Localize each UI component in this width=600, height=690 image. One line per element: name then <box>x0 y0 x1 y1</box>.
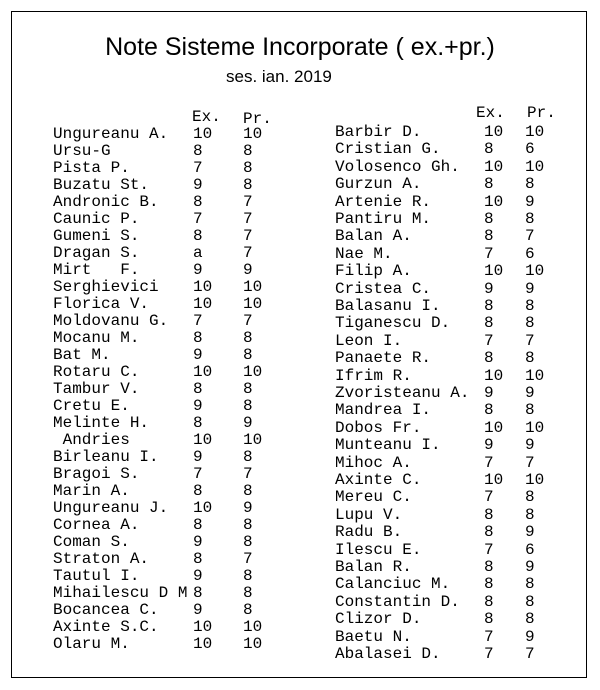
student-name: Melinte H. <box>53 414 150 432</box>
practice-grade: 10 <box>243 363 263 381</box>
exam-grade: 10 <box>484 157 504 176</box>
student-name: Andries <box>53 431 130 449</box>
student-name: Lupu V. <box>335 505 403 524</box>
exam-grade: 8 <box>193 227 203 245</box>
exam-grade: 10 <box>193 635 213 653</box>
exam-grade: 8 <box>484 592 494 611</box>
student-name: Cristian G. <box>335 140 441 159</box>
practice-grade: 9 <box>525 627 535 646</box>
practice-grade: 10 <box>525 418 545 437</box>
practice-grade: 8 <box>525 488 535 507</box>
student-name: Coman S. <box>53 533 130 551</box>
practice-grade: 8 <box>525 314 535 333</box>
practice-grade: 10 <box>525 471 545 489</box>
student-name: Bragoi S. <box>53 465 140 483</box>
exam-grade: 9 <box>193 533 203 551</box>
exam-grade: 10 <box>193 363 213 381</box>
student-name: Andronic B. <box>53 193 159 211</box>
exam-grade: 8 <box>484 314 494 333</box>
practice-grade: 6 <box>525 540 535 559</box>
student-name: Bat M. <box>53 346 111 364</box>
student-name: Calanciuc M. <box>335 575 451 594</box>
student-name: Dobos Fr. <box>335 418 422 437</box>
exam-grade: 9 <box>484 279 494 298</box>
exam-grade: 8 <box>484 523 494 542</box>
practice-grade: 8 <box>243 448 253 466</box>
exam-grade: 9 <box>484 436 494 455</box>
student-name: Mereu C. <box>335 488 412 507</box>
exam-grade: 7 <box>193 159 203 177</box>
exam-grade: 10 <box>193 618 213 636</box>
student-name: Buzatu St. <box>53 176 150 194</box>
student-name: Axinte S.C. <box>53 618 159 636</box>
exam-grade: 7 <box>484 645 494 663</box>
exam-grade: 9 <box>193 176 203 194</box>
practice-grade: 8 <box>243 176 253 194</box>
student-name: Serghievici <box>53 278 159 296</box>
practice-grade: 10 <box>525 262 545 281</box>
student-name: Rotaru C. <box>53 363 140 381</box>
exam-grade: 9 <box>193 397 203 415</box>
practice-grade: 8 <box>243 482 253 500</box>
practice-grade: 8 <box>243 142 253 160</box>
exam-grade: 8 <box>484 558 494 576</box>
student-name: Panaete R. <box>335 349 432 368</box>
student-name: Balan R. <box>335 558 412 576</box>
practice-grade: 9 <box>525 436 535 455</box>
exam-grade: 8 <box>193 142 203 160</box>
exam-grade: 7 <box>484 540 494 559</box>
right-header-ex: Ex. <box>476 104 505 122</box>
exam-grade: 8 <box>484 610 494 629</box>
practice-grade: 8 <box>243 346 253 364</box>
right-header-pr: Pr. <box>527 104 556 122</box>
practice-grade: 10 <box>525 157 545 176</box>
student-name: Axinte C. <box>335 471 422 489</box>
student-name: Gurzun A. <box>335 175 422 194</box>
practice-grade: 6 <box>525 140 535 159</box>
practice-grade: 8 <box>243 533 253 551</box>
exam-grade: 8 <box>193 193 203 211</box>
exam-grade: 8 <box>484 401 494 420</box>
practice-grade: 8 <box>525 349 535 368</box>
exam-grade: 7 <box>484 331 494 350</box>
left-header-pr: Pr. <box>243 110 272 128</box>
student-name: Tambur V. <box>53 380 140 398</box>
exam-grade: 10 <box>484 418 504 437</box>
student-name: Ifrim R. <box>335 366 412 385</box>
student-name: Bocancea C. <box>53 601 159 619</box>
exam-grade: 8 <box>484 505 494 524</box>
exam-grade: 8 <box>193 516 203 534</box>
student-name: Ursu-G <box>53 142 111 160</box>
practice-grade: 8 <box>525 210 535 228</box>
practice-grade: 7 <box>525 645 535 663</box>
student-name: Constantin D. <box>335 592 460 611</box>
student-name: Mandrea I. <box>335 401 432 420</box>
practice-grade: 8 <box>525 401 535 420</box>
exam-grade: 10 <box>484 123 504 141</box>
exam-grade: 8 <box>484 297 494 315</box>
exam-grade: 7 <box>484 244 494 263</box>
practice-grade: 10 <box>243 295 263 313</box>
practice-grade: 10 <box>243 125 263 143</box>
practice-grade: 7 <box>243 465 253 483</box>
practice-grade: 9 <box>525 384 535 402</box>
student-name: Ungureanu A. <box>53 125 169 143</box>
exam-grade: 8 <box>484 575 494 594</box>
student-name: Cristea C. <box>335 279 432 298</box>
student-name: Radu B. <box>335 523 403 542</box>
left-header-ex: Ex. <box>192 108 221 126</box>
exam-grade: 8 <box>484 349 494 368</box>
student-name: Abalasei D. <box>335 645 441 663</box>
student-name: Dragan S. <box>53 244 140 262</box>
exam-grade: 7 <box>193 465 203 483</box>
exam-grade: a <box>193 244 203 262</box>
student-name: Volosenco Gh. <box>335 157 460 176</box>
practice-grade: 10 <box>525 123 545 141</box>
student-name: Balasanu I. <box>335 297 441 315</box>
practice-grade: 8 <box>243 601 253 619</box>
exam-grade: 8 <box>484 210 494 228</box>
student-name: Cornea A. <box>53 516 140 534</box>
practice-grade: 7 <box>243 210 253 228</box>
practice-grade: 7 <box>243 193 253 211</box>
practice-grade: 7 <box>243 227 253 245</box>
student-name: Tiganescu D. <box>335 314 451 333</box>
practice-grade: 9 <box>525 558 535 576</box>
exam-grade: 7 <box>484 627 494 646</box>
practice-grade: 10 <box>243 431 263 449</box>
practice-grade: 8 <box>525 592 535 611</box>
practice-grade: 7 <box>243 244 253 262</box>
page-title: Note Sisteme Incorporate ( ex.+pr.) <box>105 33 495 61</box>
practice-grade: 9 <box>243 261 253 279</box>
practice-grade: 9 <box>525 279 535 298</box>
practice-grade: 8 <box>243 584 253 602</box>
student-name: Munteanu I. <box>335 436 441 455</box>
exam-grade: 8 <box>193 482 203 500</box>
exam-grade: 10 <box>484 366 504 385</box>
practice-grade: 8 <box>243 516 253 534</box>
practice-grade: 7 <box>525 331 535 350</box>
student-name: Baetu N. <box>335 627 412 646</box>
exam-grade: 10 <box>193 499 213 517</box>
student-name: Mocanu M. <box>53 329 140 347</box>
student-name: Marin A. <box>53 482 130 500</box>
student-name: Mihoc A. <box>335 453 412 472</box>
student-name: Olaru M. <box>53 635 130 653</box>
student-name: Mihailescu D M <box>53 584 188 602</box>
student-name: Birleanu I. <box>53 448 159 466</box>
exam-grade: 10 <box>193 125 213 143</box>
practice-grade: 8 <box>243 329 253 347</box>
practice-grade: 10 <box>243 635 263 653</box>
exam-grade: 8 <box>193 550 203 568</box>
exam-grade: 7 <box>484 453 494 472</box>
exam-grade: 7 <box>484 488 494 507</box>
student-name: Moldovanu G. <box>53 312 169 330</box>
student-name: Pista P. <box>53 159 130 177</box>
practice-grade: 10 <box>243 278 263 296</box>
exam-grade: 8 <box>193 380 203 398</box>
student-name: Barbir D. <box>335 123 422 141</box>
student-name: Ungureanu J. <box>53 499 169 517</box>
student-name: Florica V. <box>53 295 150 313</box>
student-name: Cretu E. <box>53 397 130 415</box>
exam-grade: 8 <box>193 584 203 602</box>
exam-grade: 8 <box>484 175 494 194</box>
exam-grade: 8 <box>193 414 203 432</box>
student-name: Clizor D. <box>335 610 422 629</box>
practice-grade: 8 <box>525 175 535 194</box>
student-name: Zvoristeanu A. <box>335 384 470 402</box>
student-name: Ilescu E. <box>335 540 422 559</box>
exam-grade: 8 <box>193 329 203 347</box>
practice-grade: 7 <box>525 453 535 472</box>
practice-grade: 8 <box>243 380 253 398</box>
page-subtitle: ses. ian. 2019 <box>226 67 332 86</box>
student-name: Leon I. <box>335 331 403 350</box>
exam-grade: 10 <box>484 262 504 281</box>
exam-grade: 9 <box>193 346 203 364</box>
exam-grade: 9 <box>193 601 203 619</box>
student-name: Pantiru M. <box>335 210 432 228</box>
exam-grade: 8 <box>484 140 494 159</box>
practice-grade: 8 <box>525 575 535 594</box>
exam-grade: 9 <box>193 261 203 279</box>
exam-grade: 7 <box>193 210 203 228</box>
student-name: Caunic P. <box>53 210 140 228</box>
practice-grade: 8 <box>525 505 535 524</box>
exam-grade: 7 <box>193 312 203 330</box>
practice-grade: 9 <box>243 414 253 432</box>
exam-grade: 9 <box>484 384 494 402</box>
exam-grade: 10 <box>484 471 504 489</box>
practice-grade: 6 <box>525 244 535 263</box>
exam-grade: 10 <box>193 431 213 449</box>
exam-grade: 10 <box>484 192 504 211</box>
student-name: Mirt F. <box>53 261 140 279</box>
practice-grade: 10 <box>525 366 545 385</box>
student-name: Nae M. <box>335 244 393 263</box>
exam-grade: 9 <box>193 567 203 585</box>
practice-grade: 7 <box>243 550 253 568</box>
practice-grade: 9 <box>243 499 253 517</box>
exam-grade: 10 <box>193 278 213 296</box>
practice-grade: 8 <box>525 610 535 629</box>
practice-grade: 9 <box>525 192 535 211</box>
exam-grade: 9 <box>193 448 203 466</box>
student-name: Straton A. <box>53 550 150 568</box>
exam-grade: 8 <box>484 227 494 246</box>
student-name: Artenie R. <box>335 192 432 211</box>
practice-grade: 8 <box>243 397 253 415</box>
practice-grade: 8 <box>525 297 535 315</box>
practice-grade: 9 <box>525 523 535 542</box>
practice-grade: 10 <box>243 618 263 636</box>
practice-grade: 8 <box>243 159 253 177</box>
student-name: Balan A. <box>335 227 412 246</box>
practice-grade: 8 <box>243 567 253 585</box>
student-name: Tautul I. <box>53 567 140 585</box>
practice-grade: 7 <box>525 227 535 246</box>
practice-grade: 7 <box>243 312 253 330</box>
student-name: Filip A. <box>335 262 412 281</box>
student-name: Gumeni S. <box>53 227 140 245</box>
exam-grade: 10 <box>193 295 213 313</box>
